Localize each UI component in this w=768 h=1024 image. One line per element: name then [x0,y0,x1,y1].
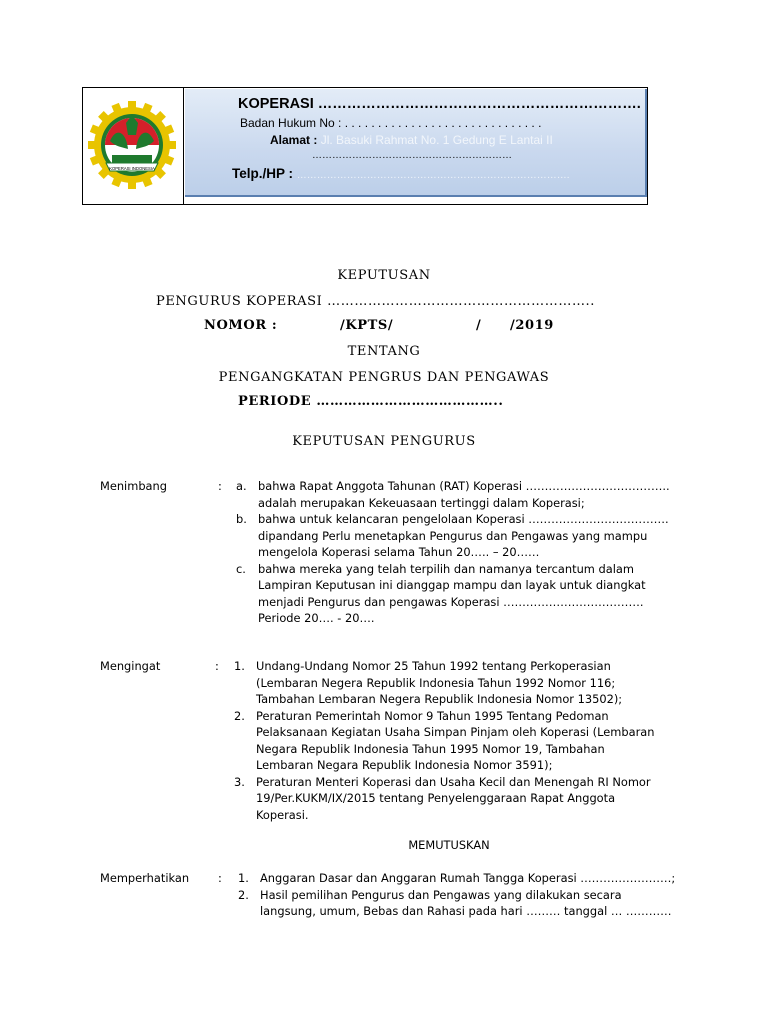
logo-cell [82,87,184,205]
list-item-line: Koperasi. [256,807,309,822]
list-item-line: menjadi Pengurus dan pengawas Koperasi ………………………………. [258,594,644,609]
list-item-line: Peraturan Pemerintah Nomor 9 Tahun 1995 Tentang Pedoman [256,708,609,723]
koperasi-logo-icon [82,87,182,203]
memperhatikan-colon: : [218,871,222,885]
menimbang-colon: : [218,479,222,493]
mengingat-colon: : [215,659,219,673]
subtitle-keputusan-pengurus: KEPUTUSAN PENGURUS [292,434,476,449]
memperhatikan-label: Memperhatikan [100,871,190,885]
list-marker: 2. [234,708,245,723]
nomor-year: /2019 [510,318,554,333]
mengingat-label: Mengingat [100,659,161,673]
title-tentang: TENTANG [347,344,421,359]
list-item-line: 19/Per.KUKM/IX/2015 tentang Penyelenggaraan Rapat Anggota [256,791,616,805]
alamat-dots: …………………………………………………… [312,150,512,161]
list-item-line: adalah merupakan Kekeuasaan tertinggi dalam Koperasi; [258,495,585,510]
telp-label: Telp./HP : [232,166,294,181]
list-marker: a. [236,479,247,493]
telp-dots: ………………………………………………………………………. [296,170,570,181]
list-marker: 1. [238,871,249,885]
list-marker: c. [236,561,246,576]
list-marker: b. [236,512,247,526]
list-item-line: Periode 20…. - 20…. [258,611,375,625]
list-item-line: Pelaksanaan Kegiatan Usaha Simpan Pinjam oleh Koperasi (Lembaran [256,725,655,739]
list-item-line: bahwa Rapat Anggota Tahunan (RAT) Koperasi ……………………………….. [258,479,670,493]
list-item-line: Hasil pemilihan Pengurus dan Pengawas yang dilakukan secara [260,887,622,902]
list-item-line: Lampiran Keputusan ini dianggap mampu dan layak untuk diangkat [258,578,646,592]
badan-hukum-line: Badan Hukum No : . . . . . . . . . . . . . . . . . . . . . . . . . . . . . . [240,116,542,130]
list-item-line: Peraturan Menteri Koperasi dan Usaha Kecil dan Menengah RI Nomor [256,774,651,789]
list-item-line: mengelola Koperasi selama Tahun 20….. – 20…… [258,545,540,559]
koperasi-name-line: KOPERASI …………………………………………………………. [238,96,641,112]
title-nomor-line [204,318,584,336]
alamat-value: Jl. Basuki Rahmat No. 1 Gedung E Lantai II [320,133,553,147]
nomor-slash: / [476,318,482,333]
list-item-line: Tambahan Lembaran Negera Republik Indonesia Nomor 13502); [256,692,623,706]
list-marker: 1. [234,659,245,673]
memutuskan-heading: MEMUTUSKAN [408,838,490,852]
title-pengangkatan: PENGANGKATAN PENGRUS DAN PENGAWAS [218,370,550,385]
list-item-line: Lembaran Negara Republik Indonesia Nomor 3591); [256,758,553,772]
alamat-label: Alamat : [270,133,318,147]
list-marker: 2. [238,887,249,902]
menimbang-label: Menimbang [100,479,167,493]
title-keputusan: KEPUTUSAN [337,268,431,283]
alamat-line [270,133,553,147]
list-item-line: Undang-Undang Nomor 25 Tahun 1992 tentang Perkoperasian [256,659,611,673]
title-periode: PERIODE ………………………………….. [238,394,504,409]
nomor-label: NOMOR : [204,318,278,333]
list-item-line: langsung, umum, Bebas dan Rahasi pada hari ……… tanggal … ………… [260,904,672,918]
title-pengurus-line: PENGURUS KOPERASI ………………………………………………….. [156,294,596,309]
list-item-line: bahwa mereka yang telah terpilih dan namanya tercantum dalam [258,561,634,576]
list-item-line: (Lembaran Negera Republik Indonesia Tahun 1992 Nomor 116; [256,675,616,690]
list-marker: 3. [234,774,245,789]
logo-ribbon-text: KOPERASI INDONESIA [109,166,155,171]
list-item-line: Negara Republik Indonesia Tahun 1995 Nomor 19, Tambahan [256,741,605,756]
nomor-kpts: /KPTS/ [340,318,394,333]
list-item-line: dipandang Perlu menetapkan Pengurus dan Pengawas yang mampu [258,528,648,543]
telp-line [232,166,570,181]
list-item-line: bahwa untuk kelancaran pengelolaan Koperasi ………………………………. [258,512,669,526]
list-item-line: Anggaran Dasar dan Anggaran Rumah Tangga Koperasi ……………………; [260,871,676,885]
